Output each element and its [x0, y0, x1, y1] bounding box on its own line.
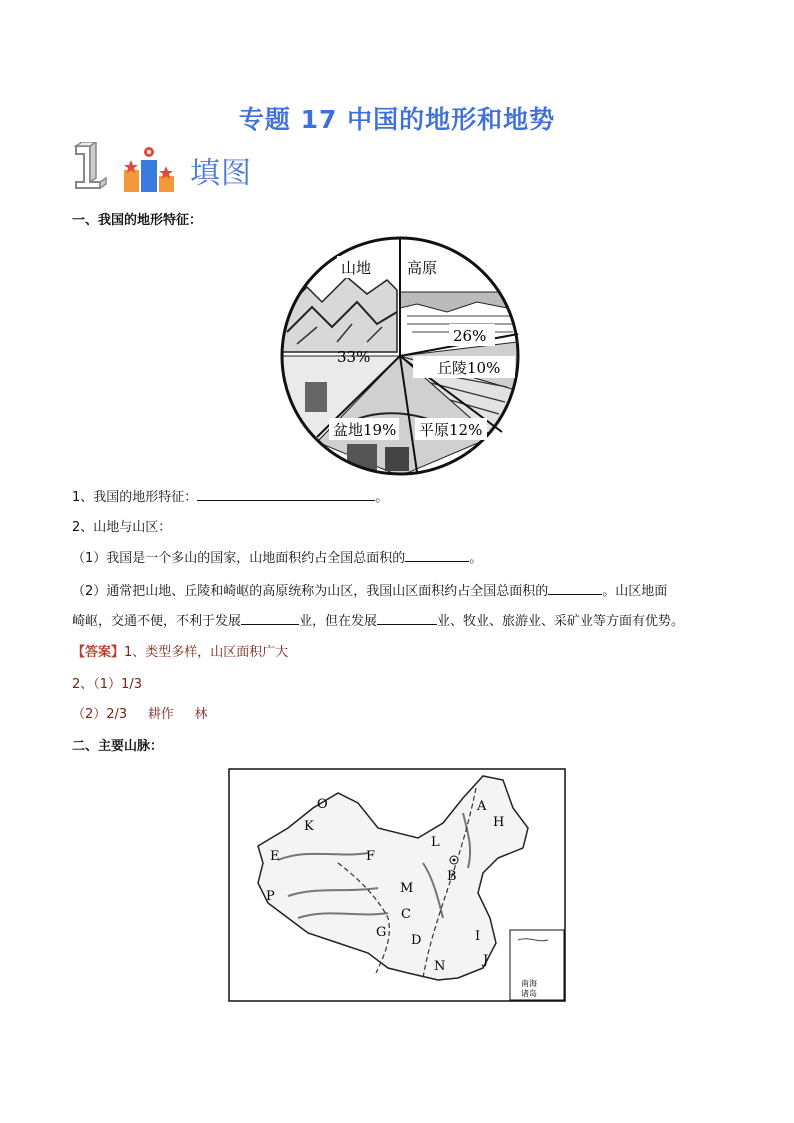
question-2: 2、山地与山区： [72, 520, 172, 535]
pie-label-plain: 平原12% [419, 421, 483, 439]
question-2-2-end: 。山区地面 [602, 584, 668, 599]
map-letter-p: P [266, 889, 275, 904]
map-letter-j: J [483, 953, 489, 968]
section-label: 填图 [190, 156, 252, 191]
pie-label-basin: 盆地19% [333, 421, 397, 439]
map-letter-e: E [270, 849, 280, 864]
answer-blank[interactable] [241, 612, 299, 625]
question-1 [72, 488, 388, 507]
number-one-icon [72, 142, 110, 192]
answer-blank[interactable] [405, 549, 469, 562]
pie-label-hills: 丘陵10% [437, 359, 501, 377]
question-1-text: 1、我国的地形特征： [72, 490, 198, 505]
inset-label-2: 诸岛 [521, 989, 537, 998]
china-mountains-map [228, 768, 566, 1002]
question-2-1-end: 。 [469, 551, 483, 566]
answer-blank[interactable] [197, 488, 375, 501]
answer-blank[interactable] [548, 582, 602, 595]
question-2-2-part-a: 崎岖，交通不便，不利于发展 [72, 614, 242, 629]
question-2-2-part-c: 业、牧业、旅游业、采矿业等方面有优势。 [437, 614, 685, 629]
question-2-1 [72, 549, 482, 568]
part2-heading: 二、主要山脉： [72, 739, 164, 754]
question-2-2-line2 [72, 612, 684, 631]
map-letter-m: M [400, 881, 414, 896]
answer-tag: 【答案】 [72, 645, 125, 660]
map-letter-l: L [431, 835, 440, 850]
answer-3: （2）2/3 耕作 林 [72, 707, 208, 722]
map-letter-f: F [366, 849, 376, 864]
map-letter-g: G [376, 925, 387, 940]
page-title: 专题 17 中国的地形和地势 [238, 105, 556, 134]
podium-icon [122, 146, 178, 192]
inset-label-1: 南海 [521, 979, 537, 988]
question-1-end: 。 [375, 490, 389, 505]
map-letter-a: A [477, 799, 487, 814]
map-letter-n: N [434, 959, 446, 974]
question-2-2-line1 [72, 582, 667, 601]
map-letter-c: C [401, 907, 411, 922]
map-letter-k: K [304, 819, 314, 834]
map-letter-d: D [411, 933, 422, 948]
pie-label-plateau: 高原 [407, 259, 438, 277]
pie-label-mountain: 山地 [341, 259, 372, 277]
map-letter-b: B [447, 869, 457, 884]
section-header [72, 142, 332, 194]
pie-label-mountain-pct: 33% [337, 348, 371, 366]
part1-heading: 一、我国的地形特征： [72, 213, 203, 228]
answer-2: 2、（1）1/3 [72, 677, 142, 692]
map-letter-o: O [317, 797, 328, 812]
pie-label-plateau-pct: 26% [453, 327, 487, 345]
answer-blank[interactable] [377, 612, 437, 625]
question-2-2-text: （2）通常把山地、丘陵和崎岖的高原统称为山区，我国山区面积约占全国总面积的 [72, 584, 549, 599]
map-letter-h: H [493, 815, 505, 830]
landform-pie-chart [277, 232, 527, 482]
answer-1: 1、类型多样，山区面积广大 [124, 645, 289, 660]
question-2-1-text: （1）我国是一个多山的国家，山地面积约占全国总面积的 [72, 551, 406, 566]
question-2-2-part-b: 业，但在发展 [299, 614, 378, 629]
map-letter-i: I [475, 929, 481, 944]
answer-line-1 [72, 644, 288, 662]
